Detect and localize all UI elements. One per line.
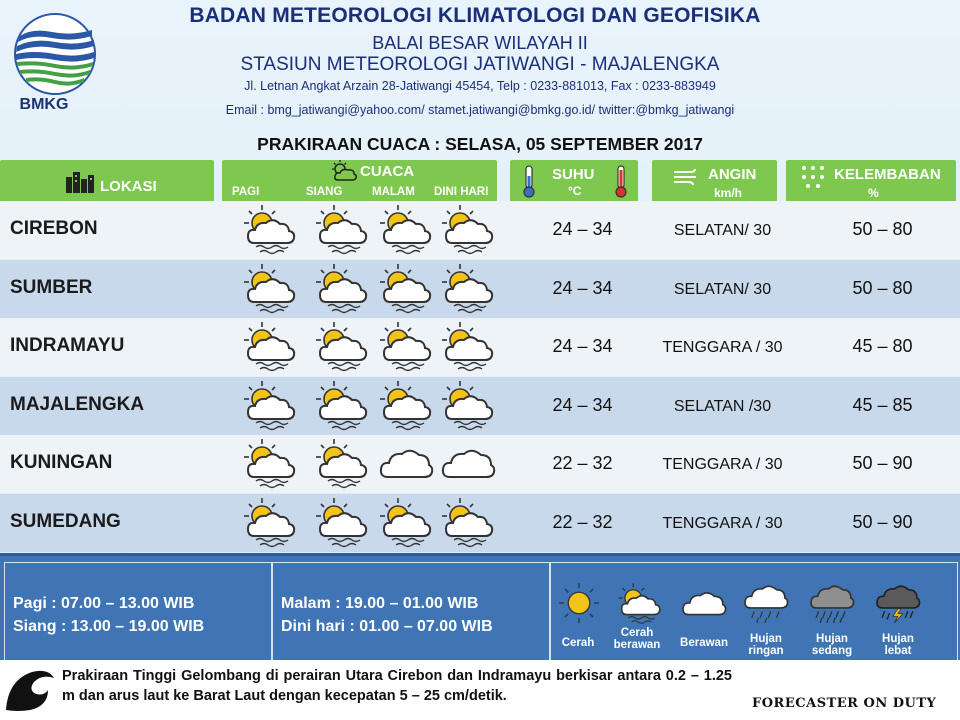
legend-malam: Malam : 19.00 – 01.00 WIB bbox=[281, 595, 479, 612]
address: Jl. Letnan Angkat Arzain 28-Jatiwangi 45454, Telp : 0233-881013, Fax : 0233-883949 bbox=[244, 79, 716, 93]
wind-value: SELATAN /30 bbox=[673, 397, 772, 415]
temperature-range: 24 – 34 bbox=[552, 219, 613, 239]
col-angin-unit: km/h bbox=[714, 186, 743, 200]
thermometer-icon bbox=[522, 164, 536, 198]
legend-cerah-label: Cerah bbox=[561, 637, 595, 649]
wind-value: TENGGARA / 30 bbox=[662, 339, 783, 357]
location-name: SUMEDANG bbox=[10, 511, 121, 532]
col-kelembaban-unit: % bbox=[868, 186, 879, 200]
cerah-berawan-icon bbox=[438, 379, 496, 431]
temperature-range: 22 – 32 bbox=[552, 512, 613, 532]
unit-name: BALAI BESAR WILAYAH II bbox=[372, 33, 588, 53]
legend-hujan-ringan-label: Hujan ringan bbox=[748, 633, 784, 657]
logo-text: BMKG bbox=[19, 96, 69, 113]
col-lokasi-label: LOKASI bbox=[100, 178, 157, 195]
thermometer-hot-icon bbox=[614, 164, 628, 198]
temperature-range: 24 – 34 bbox=[552, 277, 613, 298]
col-suhu bbox=[510, 160, 638, 202]
location-name: CIREBON bbox=[10, 218, 98, 239]
location-name: SUMBER bbox=[10, 276, 93, 298]
cerah-berawan-icon bbox=[240, 379, 298, 431]
humidity-range: 45 – 80 bbox=[852, 336, 913, 357]
cerah-berawan-icon bbox=[376, 262, 434, 314]
col-suhu-unit: °C bbox=[568, 184, 582, 198]
legend-siang: Siang : 13.00 – 19.00 WIB bbox=[13, 618, 205, 635]
table-row bbox=[0, 318, 960, 376]
table-row bbox=[0, 435, 960, 493]
cerah-berawan-icon bbox=[438, 320, 496, 372]
cerah-icon bbox=[555, 581, 603, 625]
cerah-berawan-icon bbox=[240, 320, 298, 372]
cerah-berawan-icon bbox=[240, 437, 298, 489]
hujan-ringan-icon bbox=[741, 581, 789, 625]
sun-cloud-icon bbox=[330, 160, 358, 182]
col-siang-label: SIANG bbox=[306, 186, 343, 198]
wind-value: SELATAN/ 30 bbox=[673, 222, 772, 239]
contact: Email : bmg_jatiwangi@yahoo.com/ stamet.jatiwangi@bmkg.go.id/ twitter:@bmkg_jatiwangi bbox=[225, 103, 735, 117]
berawan-icon bbox=[679, 581, 727, 625]
cerah-berawan-icon bbox=[376, 496, 434, 548]
hujan-sedang-icon bbox=[807, 581, 855, 625]
cerah-berawan-icon bbox=[615, 581, 663, 625]
berawan-icon bbox=[376, 437, 434, 489]
humidity-range: 50 – 80 bbox=[852, 219, 913, 239]
header bbox=[0, 0, 960, 158]
temperature-range: 24 – 34 bbox=[552, 336, 613, 357]
col-pagi-label: PAGI bbox=[232, 186, 260, 198]
table-row bbox=[0, 377, 960, 435]
org-name: BADAN METEOROLOGI KLIMATOLOGI DAN GEOFISIKA bbox=[189, 4, 761, 27]
cerah-berawan-icon bbox=[312, 437, 370, 489]
legend-box-day bbox=[4, 562, 272, 661]
location-name: MAJALENGKA bbox=[10, 393, 145, 415]
cerah-berawan-icon bbox=[312, 496, 370, 548]
cerah-berawan-icon bbox=[240, 203, 298, 255]
legend-hujan-sedang-label: Hujan sedang bbox=[811, 633, 853, 657]
cerah-berawan-icon bbox=[376, 379, 434, 431]
wind-value: SELATAN/ 30 bbox=[673, 280, 772, 298]
col-dini-hari-label: DINI HARI bbox=[434, 186, 489, 198]
legend-box-icons bbox=[550, 562, 958, 661]
legend-cerah-berawan-label: Cerah berawan bbox=[613, 627, 661, 651]
location-name: KUNINGAN bbox=[10, 452, 113, 474]
cerah-berawan-icon bbox=[240, 262, 298, 314]
berawan-icon bbox=[438, 437, 496, 489]
humidity-range: 50 – 90 bbox=[852, 512, 913, 532]
humidity-range: 50 – 80 bbox=[852, 277, 913, 298]
col-kelembaban bbox=[786, 160, 956, 202]
location-name: INDRAMAYU bbox=[10, 335, 125, 357]
cerah-berawan-icon bbox=[312, 203, 370, 255]
cerah-berawan-icon bbox=[438, 496, 496, 548]
table-row bbox=[0, 201, 960, 259]
col-angin-label: ANGIN bbox=[708, 166, 757, 183]
cerah-berawan-icon bbox=[438, 203, 496, 255]
wave-icon bbox=[4, 666, 56, 714]
wave-forecast-text: Prakiraan Tinggi Gelombang di perairan Utara Cirebon dan Indramayu berkisar antara 0.2 – 1.25 m dan arus laut ke Barat Laut dengan kecepatan 5 – 25 cm/detik. bbox=[62, 668, 732, 704]
legend-berawan-label: Berawan bbox=[680, 637, 728, 649]
legend-panel bbox=[0, 553, 960, 663]
col-kelembaban-label: KELEMBABAN bbox=[834, 166, 941, 183]
legend-pagi: Pagi : 07.00 – 13.00 WIB bbox=[13, 595, 195, 612]
legend-dini-hari: Dini hari : 01.00 – 07.00 WIB bbox=[281, 618, 493, 635]
cerah-berawan-icon bbox=[240, 496, 298, 548]
col-malam-label: MALAM bbox=[372, 186, 415, 198]
table-row bbox=[0, 494, 960, 552]
hujan-lebat-icon bbox=[873, 581, 921, 625]
footer bbox=[0, 660, 960, 720]
table-row bbox=[0, 260, 960, 318]
col-angin bbox=[652, 160, 777, 202]
temperature-range: 24 – 34 bbox=[552, 394, 613, 415]
legend-hujan-lebat-label: Hujan lebat bbox=[882, 633, 914, 657]
humidity-range: 45 – 85 bbox=[852, 394, 913, 415]
wind-value: TENGGARA / 30 bbox=[662, 515, 783, 532]
forecaster-on-duty: FORECASTER ON DUTY bbox=[752, 696, 937, 711]
cerah-berawan-icon bbox=[376, 203, 434, 255]
cerah-berawan-icon bbox=[312, 379, 370, 431]
col-suhu-label: SUHU bbox=[552, 166, 595, 183]
cerah-berawan-icon bbox=[376, 320, 434, 372]
cerah-berawan-icon bbox=[312, 262, 370, 314]
humidity-range: 50 – 90 bbox=[852, 453, 913, 474]
forecast-title: PRAKIRAAN CUACA : SELASA, 05 SEPTEMBER 2017 bbox=[257, 134, 703, 154]
col-lokasi bbox=[0, 160, 214, 202]
cerah-berawan-icon bbox=[312, 320, 370, 372]
wind-value: TENGGARA / 30 bbox=[662, 456, 783, 474]
col-cuaca-label: CUACA bbox=[360, 163, 415, 180]
wind-icon bbox=[672, 166, 700, 186]
building-icon bbox=[64, 169, 96, 193]
legend-box-night bbox=[272, 562, 550, 661]
humidity-drops-icon bbox=[800, 164, 826, 190]
temperature-range: 22 – 32 bbox=[552, 453, 613, 474]
station-name: STASIUN METEOROLOGI JATIWANGI - MAJALENGKA bbox=[240, 54, 720, 75]
cerah-berawan-icon bbox=[438, 262, 496, 314]
